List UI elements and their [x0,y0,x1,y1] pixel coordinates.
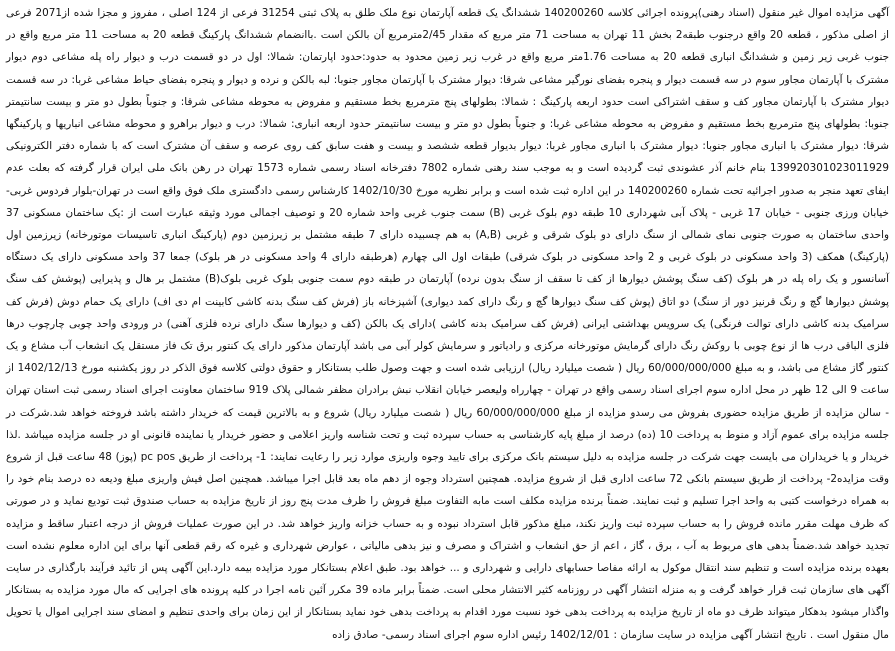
auction-notice-text: آگهی مزایده اموال غیر منقول (اسناد رهنی)پرونده اجرائی کلاسه 140200260 ششدانگ یک قطعه آپارتمان نوع ملک طلق به پلاک ثبتی 31254 فرعی از 124 اصلی ، مفروز و مجزا شده از2071 فرعی از اصلی مذکور ، قطعه 20 واقع درجنوب طبقه2 بخش 11 تهران به مساحت 71 متر مربع که مقدار 2/45مترمربع آن بالکن است .باانضمام ششدانگ پارکینگ قطعه 20 به مساحت 11 متر مربع واقع در جنوب غربی زیر زمین و ششدانگ انباری قطعه 20 به مساحت 1.76متر مربع واقع در غرب زیر زمین محدود به حدود:حدود اپارتمان: شمالا: اول در دو قسمت درب و دیوار راه پله مشاعی دوم دیوار مشترک با آپارتمان مجاور سوم در سه قسمت دیوار و پنجره بفضای نورگیر مشاعی شرقا: دیوار مشترک با آپارتمان مجاور جنوبا: لبه بالکن و نرده و دیوار و پنجره بفضای حیاط مشاعی غربا: در سه قسمت دیوار مشترک با آپارتمان مجاور کف و سقف اشتراکی است حدود اربعه پارکینگ : شمالا: بطولهای پنج مترمربع بخط مستقیم و مفروض به محوطه مشاعی شرقا: و جنوباً بطول دو متر و بیست سانتیمتر جنوبا: بطولهای پنج مترمربع بخط مستقیم و مفروض به محوطه مشاعی غربا: و جنوباً بطول دو متر و بیست سانتیمتر حدود اربعه انباری: شمالا: درب و دیوار براهرو و محوطه مشاعی انباریها و پارکینگها شرقا: دیوار مشترک با انباری مجاور جنوبا: دیوار مشترک با انباری مجاور غربا: دیوار بدیوار قطعه ششصد و بیست و هفت سابق کف روی عرصه و سقف آن مشترک است که با شماره دفتر الکترونیکی 139920301023011929 بنام خانم آذر عشوندی ثبت گردیده است و به موجب سند رهنی شماره 7802 دفترخانه اسناد رسمی شماره 1573 تهران در رهن بانک ملی ایران قرار گرفته که بعلت عدم ایفای تعهد منجر به صدور اجرائیه تحت شماره 140200260 در این اداره ثبت شده است و برابر نظریه مورخ 1402/10/30 کارشناس رسمی دادگستری ملک فوق واقع است در تهران-بلوار فردوس غربی- خیابان ورزی جنوبی - خیابان 17 غربی - پلاک آبی شهرداری 10 طبقه دوم بلوک غربی (B) سمت جنوب غربی واحد شماره 20 و توصیف اجمالی مورد وثیقه عبارت است از :یک ساختمان مسکونی 37 واحدی ساختمان به صورت جنوبی نمای شمالی از سنگ دارای دو بلوک شرقی و غربی (A,B) به هم چسبیده دارای 7 طبقه مشتمل بر زیرزمین دوم (پارکینگ انباری تاسیسات موتورخانه) زیرزمین اول (پارکینگ) همکف (3 واحد مسکونی در بلوک غربی و 2 واحد مسکونی در بلوک شرقی) طبقات اول الی چهارم (هرطبقه دارای 4 واحد مسکونی در هر بلوک) جمعا 37 واحد مسکونی دارای یک دستگاه آسانسور و یک راه پله در هر بلوک (کف سنگ پوشش دیوارها از کف تا سقف از سنگ بدون نرده) آپارتمان در طبقه دوم سمت جنوبی بلوک غربی بلوک(B) مشتمل بر هال و پذیرایی (پوشش کف سنگ پوشش دیوارها گچ و رنگ قرنیز دور از سنگ) دو اتاق (پوش کف سنگ دیوارها گچ و رنگ دارای کمد دیواری) آشپزخانه باز (فرش کف سنگ بدنه کاشی کابینت ام دی اف) دارای یک حمام دوش (فرش کف سرامیک بدنه کاشی دارای توالت فرنگی) یک سرویس بهداشتی ایرانی (فرش کف سرامیک بدنه کاشی )دارای یک بالکن (کف و دیوارها سنگ دارای نرده فلزی آهنی) در ورودی واحد چوبی چارچوب درها فلزی الباقی درب ها از نوع چوبی با روکش رنگ دارای گرمایش موتورخانه مرکزی و رادیاتور و سرمایش کولر آبی می باشد آپارتمان مذکور دارای یک کنتور برق تک فاز مستقل یک انشعاب آب مشاع و یک کنتور گاز مشاع می باشد، و به مبلغ 60/000/000/000 ریال ( شصت میلیارد ریال) ارزیابی شده است و جهت وصول طلب بستانکار و حقوق دولتی کلاسه فوق الذکر در روز یکشنبه مورخ 1402/12/13 از ساعت 9 الی 12 ظهر در محل اداره سوم اجرای اسناد رسمی واقع در تهران - چهارراه ولیعصر خیابان انقلاب نبش برادران مظفر شمالی پلاک 919 ساختمان معاونت اجرای اسناد رسمی ثبت استان تهران - سالن مزایده از طریق مزایده حضوری بفروش می رسدو مزایده از مبلغ 60/000/000/000 ریال ( شصت میلیارد ریال) شروع و به بالاترین قیمت که خریدار داشته باشد فروخته خواهد شد.شرکت در جلسه مزایده برای عموم آزاد و منوط به پرداخت 10 (ده) درصد از مبلغ پایه کارشناسی به حساب سپرده ثبت و تحت شناسه واریز اعلامی و حضور خریدار یا نماینده قانونی او در جلسه مزایده میباشد .لذا خریدار و یا خریداران می بایست جهت شرکت در جلسه مزایده به دلیل سیستم بانک مرکزی برای تایید وجوه واریزی موارد زیر را رعایت نمایند: 1- پرداخت از طریق pc pos (پوز) 48 ساعت قبل از شروع وقت مزایده2- پرداخت از طریق سیستم بانکی 72 ساعت اداری قبل از شروع مزایده. همچنین استرداد وجوه از دهم ماه بعد قابل اجرا میباشد. همچنین اصل فیش واریزی مبلغ ودیعه ده درصد بنام خود را به همراه درخواست کتبی به واحد اجرا تسلیم و ثبت نمایند. ضمناً برنده مزایده مکلف است مابه التفاوت مبلغ فروش را ظرف مدت پنج روز از تاریخ مزایده به حساب صندوق ثبت تودیع نماید و در صورتی که ظرف مهلت مقرر مانده فروش را به حساب سپرده ثبت واریز نکند، مبلغ مذکور قابل استرداد نبوده و به حساب خزانه واریز خواهد شد. در این صورت عملیات فروش از درجه اعتبار ساقط و مزایده تجدید خواهد شد.ضمناً بدهی های مربوط به آب ، برق ، گاز ، اعم از حق انشعاب و اشتراک و مصرف و نیز بدهی مالیاتی ، عوارض شهرداری و غیره که رقم قطعی آنها برای این اداره معلوم نشده است بعهده برنده مزایده است و تنظیم سند انتقال موکول به ارائه مفاصا حسابهای دارایی و شهرداری و ... خواهد بود. طبق اعلام بستانکار مورد مزایده بیمه دارد.این آگهی پس از تائید فرآیند بارگذاری در سایت آگهی های سازمان ثبت قرار خواهد گرفت و به منزله انتشار آگهی در روزنامه کثیر الانتشار محلی است. ضمناً برابر ماده 39 مکرر آئین نامه اجرا در کلیه پرونده های اجرایی که مال مورد مزایده به بستانکار واگذار میشود بدهکار میتواند ظرف دو ماه از تاریخ مزایده به پرداخت بدهی خود نسبت مورد اقدام به پرداخت بدهی خود نماید بستانکار از این زمان برای واحدی تنظیم و امضای سند اجرایی اموال یا تحویل مال منقول است . تاریخ انتشار آگهی مزایده در سایت سازمان : 1402/12/01 رئیس اداره سوم اجرای اسناد رسمی- صادق زاده [6,7,890,641]
